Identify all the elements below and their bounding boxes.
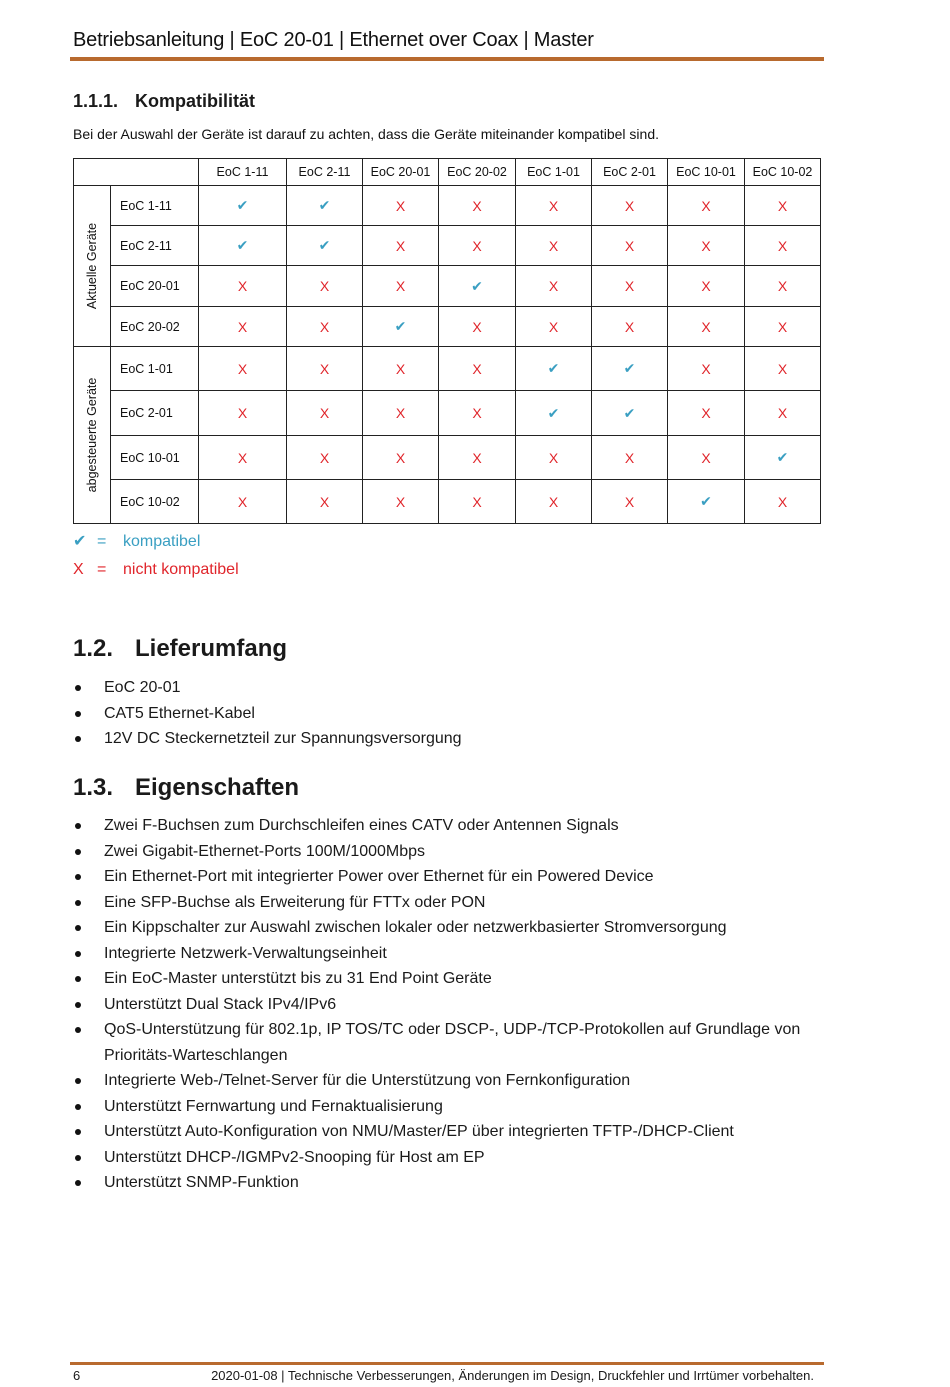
cross-icon: X	[472, 197, 482, 214]
cross-icon: X	[777, 278, 788, 294]
list-item: Unterstützt Dual Stack IPv4/IPv6	[73, 992, 833, 1018]
section-title: Eigenschaften	[135, 774, 300, 801]
table-cell	[592, 391, 668, 436]
table-cell	[287, 186, 363, 226]
cross-icon: X	[701, 449, 711, 466]
table-cell	[363, 391, 439, 436]
table-cell	[668, 266, 745, 307]
list-item: EoC 20-01	[73, 675, 833, 701]
column-header: EoC 2-11	[287, 159, 363, 186]
table-cell	[745, 436, 821, 480]
check-icon: ✔	[776, 449, 789, 465]
table-cell	[592, 226, 668, 266]
table-cell	[516, 480, 592, 524]
page-number: 6	[73, 1368, 81, 1383]
cross-icon: X	[472, 405, 482, 421]
row-group-label-cell	[74, 347, 111, 524]
list-item: Zwei Gigabit-Ethernet-Ports 100M/1000Mbps	[73, 839, 833, 865]
table-cell	[363, 266, 439, 307]
table-cell	[287, 226, 363, 266]
cross-icon: X	[319, 493, 330, 510]
compatibility-intro: Bei der Auswahl der Geräte ist darauf zu achten, dass die Geräte miteinander kompatibel sind.	[73, 126, 659, 142]
table-row	[74, 391, 821, 436]
legend-label: kompatibel	[123, 533, 201, 550]
table-cell	[199, 347, 287, 391]
table-cell	[592, 186, 668, 226]
table-cell	[287, 307, 363, 347]
table-cell	[439, 436, 516, 480]
table-cell	[745, 186, 821, 226]
cross-icon: X	[395, 449, 406, 466]
row-group-label-cell	[74, 186, 111, 347]
table-cell	[287, 347, 363, 391]
cross-icon: X	[624, 197, 635, 214]
table-cell	[199, 391, 287, 436]
table-cell	[668, 436, 745, 480]
table-cell	[199, 307, 287, 347]
list-item: QoS-Unterstützung für 802.1p, IP TOS/TC oder DSCP-, UDP-/TCP-Protokollen auf Grundlage von Prioritäts-Warteschlangen	[73, 1017, 833, 1068]
cross-icon: X	[624, 493, 635, 510]
table-cell	[439, 186, 516, 226]
table-cell	[516, 436, 592, 480]
table-cell	[287, 266, 363, 307]
section-heading-compatibility	[73, 91, 255, 112]
table-row	[74, 226, 821, 266]
column-header: EoC 2-01	[592, 159, 668, 186]
check-icon: ✔	[394, 318, 407, 334]
footer-disclaimer: 2020-01-08 | Technische Verbesserungen, Änderungen im Design, Druckfehler und Irrtümer vorbehalten.	[211, 1368, 814, 1383]
table-cell	[516, 266, 592, 307]
cross-icon: X	[472, 449, 482, 466]
section-number: 1.2.	[73, 635, 114, 662]
row-header: EoC 20-02	[111, 307, 199, 347]
table-cell	[745, 266, 821, 307]
table-row	[74, 307, 821, 347]
row-group-label: Aktuelle Geräte	[85, 222, 99, 310]
column-header: EoC 1-01	[516, 159, 592, 186]
table-cell	[668, 347, 745, 391]
list-item: Integrierte Web-/Telnet-Server für die Unterstützung von Fernkonfiguration	[73, 1068, 833, 1094]
table-cell	[668, 480, 745, 524]
cross-icon: X	[624, 278, 635, 294]
cross-icon: X	[548, 197, 559, 214]
cross-icon: X	[395, 237, 406, 254]
table-row	[74, 480, 821, 524]
table-cell	[668, 307, 745, 347]
cross-icon: X	[319, 278, 330, 294]
column-header: EoC 1-11	[199, 159, 287, 186]
table-cell	[199, 186, 287, 226]
list-item: Integrierte Netzwerk-Verwaltungseinheit	[73, 941, 833, 967]
column-header: EoC 10-01	[668, 159, 745, 186]
list-item: Ein Ethernet-Port mit integrierter Power over Ethernet für ein Powered Device	[73, 864, 833, 890]
section-number: 1.3.	[73, 774, 114, 801]
table-cell	[287, 436, 363, 480]
table-cell	[287, 391, 363, 436]
legend-equals: =	[97, 533, 107, 550]
row-group-label: abgesteuerte Geräte	[85, 377, 99, 493]
document-header-title: Betriebsanleitung | EoC 20-01 | Ethernet over Coax | Master	[73, 29, 594, 51]
cross-icon: X	[701, 318, 711, 335]
table-cell	[668, 226, 745, 266]
table-cell	[439, 391, 516, 436]
table-cell	[745, 226, 821, 266]
cross-icon: X	[237, 449, 248, 466]
compatibility-table	[73, 158, 821, 524]
cross-icon: X	[237, 360, 248, 377]
cross-icon: X	[701, 278, 711, 294]
table-cell	[439, 226, 516, 266]
cross-icon: X	[777, 318, 788, 335]
header-divider	[70, 57, 824, 61]
cross-icon: X	[319, 449, 330, 466]
list-item: Eine SFP-Buchse als Erweiterung für FTTx oder PON	[73, 890, 833, 916]
cross-icon: X	[548, 449, 559, 466]
list-item: Unterstützt SNMP-Funktion	[73, 1170, 833, 1196]
table-row	[74, 186, 821, 226]
table-cell	[199, 480, 287, 524]
cross-icon: X	[319, 405, 330, 421]
cross-icon: X	[777, 360, 788, 377]
section-heading-eigenschaften	[73, 774, 299, 802]
section-number: 1.1.1.	[73, 91, 119, 111]
cross-icon: X	[237, 405, 248, 421]
row-header: EoC 10-02	[111, 480, 199, 524]
column-header: EoC 20-01	[363, 159, 439, 186]
cross-icon: X	[395, 493, 406, 510]
cross-icon: X	[777, 493, 788, 510]
cross-icon: X	[548, 237, 559, 254]
column-header: EoC 20-02	[439, 159, 516, 186]
cross-icon: X	[395, 197, 406, 214]
check-icon: ✔	[236, 237, 249, 253]
section-heading-lieferumfang	[73, 635, 287, 663]
cross-icon: X	[701, 197, 711, 214]
table-cell	[199, 266, 287, 307]
column-header: EoC 10-02	[745, 159, 821, 186]
table-cell	[287, 480, 363, 524]
table-cell	[199, 226, 287, 266]
table-cell	[516, 391, 592, 436]
list-item: Unterstützt Fernwartung und Fernaktualisierung	[73, 1094, 833, 1120]
legend-label: nicht kompatibel	[123, 561, 239, 578]
cross-icon: X	[701, 405, 711, 421]
legend-equals: =	[97, 561, 107, 578]
row-header: EoC 1-11	[111, 186, 199, 226]
footer-divider	[70, 1362, 824, 1365]
cross-icon: X	[319, 360, 330, 377]
table-cell	[199, 436, 287, 480]
table-cell	[516, 307, 592, 347]
row-header: EoC 2-01	[111, 391, 199, 436]
eigenschaften-list	[73, 813, 833, 1196]
check-icon: ✔	[73, 533, 87, 550]
section-title: Lieferumfang	[135, 635, 288, 662]
list-item: Ein Kippschalter zur Auswahl zwischen lokaler oder netzwerkbasierter Stromversorgung	[73, 915, 833, 941]
check-icon: ✔	[700, 493, 712, 509]
cross-icon: X	[548, 493, 559, 510]
check-icon: ✔	[623, 404, 636, 421]
cross-icon: X	[777, 197, 788, 214]
cross-icon: X	[624, 449, 635, 466]
cross-icon: X	[395, 278, 406, 294]
cross-icon: X	[472, 493, 482, 510]
cross-icon: X	[548, 278, 559, 294]
cross-icon: X	[395, 405, 406, 421]
table-row	[74, 266, 821, 307]
table-cell	[516, 347, 592, 391]
cross-icon: X	[624, 318, 635, 335]
cross-icon: X	[548, 318, 559, 335]
cross-icon: X	[472, 237, 482, 254]
table-cell	[592, 266, 668, 307]
cross-icon: X	[237, 318, 248, 335]
table-corner-cell	[74, 159, 199, 186]
table-cell	[592, 480, 668, 524]
check-icon: ✔	[471, 277, 483, 294]
row-header: EoC 1-01	[111, 347, 199, 391]
check-icon: ✔	[236, 197, 249, 213]
table-cell	[668, 186, 745, 226]
cross-icon: X	[237, 278, 248, 294]
check-icon: ✔	[318, 237, 331, 253]
table-cell	[363, 480, 439, 524]
table-cell	[439, 347, 516, 391]
table-cell	[439, 307, 516, 347]
table-cell	[592, 307, 668, 347]
cross-icon: X	[319, 318, 330, 335]
cross-icon: X	[395, 360, 406, 377]
lieferumfang-list	[73, 675, 833, 752]
table-cell	[592, 347, 668, 391]
table-row	[74, 347, 821, 391]
legend-incompatible	[73, 561, 239, 579]
legend-compatible	[73, 531, 200, 551]
list-item: 12V DC Steckernetzteil zur Spannungsversorgung	[73, 726, 833, 752]
table-cell	[439, 266, 516, 307]
cross-icon: X	[701, 237, 711, 254]
list-item: CAT5 Ethernet-Kabel	[73, 701, 833, 727]
cross-icon: X	[777, 237, 788, 254]
table-header-row	[74, 159, 821, 186]
table-cell	[668, 391, 745, 436]
check-icon: ✔	[547, 360, 560, 376]
table-cell	[363, 186, 439, 226]
check-icon: ✔	[318, 197, 331, 213]
list-item: Zwei F-Buchsen zum Durchschleifen eines CATV oder Antennen Signals	[73, 813, 833, 839]
table-cell	[745, 307, 821, 347]
check-icon: ✔	[547, 404, 560, 421]
list-item: Ein EoC-Master unterstützt bis zu 31 End Point Geräte	[73, 966, 833, 992]
cross-icon: X	[701, 360, 711, 377]
table-cell	[745, 391, 821, 436]
table-cell	[363, 347, 439, 391]
table-cell	[363, 226, 439, 266]
list-item: Unterstützt DHCP-/IGMPv2-Snooping für Host am EP	[73, 1145, 833, 1171]
table-row	[74, 436, 821, 480]
table-cell	[745, 347, 821, 391]
section-title: Kompatibilität	[135, 91, 255, 111]
table-cell	[516, 186, 592, 226]
table-cell	[592, 436, 668, 480]
table-cell	[363, 436, 439, 480]
cross-icon: X	[73, 561, 84, 578]
table-cell	[516, 226, 592, 266]
table-cell	[745, 480, 821, 524]
row-header: EoC 20-01	[111, 266, 199, 307]
row-header: EoC 2-11	[111, 226, 199, 266]
table-cell	[363, 307, 439, 347]
cross-icon: X	[237, 493, 248, 510]
cross-icon: X	[777, 405, 788, 421]
cross-icon: X	[472, 360, 482, 377]
table-cell	[439, 480, 516, 524]
cross-icon: X	[472, 318, 482, 335]
list-item: Unterstützt Auto-Konfiguration von NMU/Master/EP über integrierten TFTP-/DHCP-Client	[73, 1119, 833, 1145]
row-header: EoC 10-01	[111, 436, 199, 480]
check-icon: ✔	[623, 360, 636, 376]
cross-icon: X	[624, 237, 635, 254]
